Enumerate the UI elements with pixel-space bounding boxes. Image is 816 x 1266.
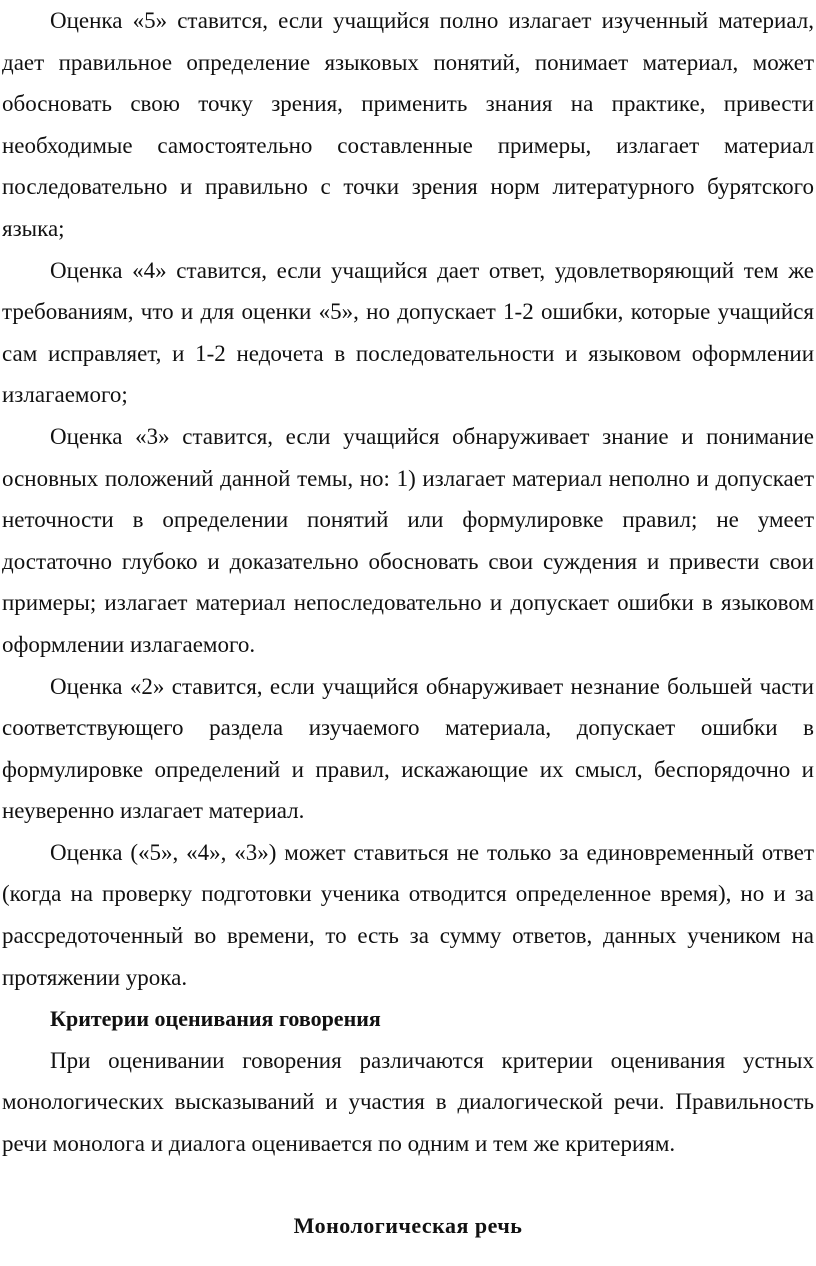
paragraph-grade-note: Оценка («5», «4», «3») может ставиться не только за единовременный ответ (когда на проверку подготовки ученика отводится определенное время), но и за рассредоточенный во времени, то есть за сумму ответов, данных учеником на протяжении урока.: [2, 839, 814, 990]
document-body: [2, 0, 814, 1246]
paragraph-grade-5: Оценка «5» ставится, если учащийся полно излагает изученный материал, дает правильное определение языковых понятий, понимает материал, может обосновать свою точку зрения, применить знания на практике, привести необходимые самостоятельно составленные примеры, излагает материал последовательно и правильно с точки зрения норм литературного бурятского языка;: [2, 8, 814, 241]
section-spacer: [2, 1165, 814, 1205]
speaking-criteria-paragraph: При оценивании говорения различаются критерии оценивания устных монологических высказываний и участия в диалогической речи. Правильность речи монолога и диалога оценивается по одним и тем же критериям.: [2, 1047, 814, 1157]
speaking-criteria-heading: Критерии оценивания говорения: [50, 1006, 381, 1032]
monologue-heading: Монологическая речь: [293, 1212, 523, 1238]
paragraph-grade-2: Оценка «2» ставится, если учащийся обнаруживает незнание большей части соответствующего раздела изучаемого материала, допускает ошибки в формулировке определений и правил, искажающие их смысл, беспорядочно и неуверенно излагает материал.: [2, 673, 814, 824]
paragraph-grade-4: Оценка «4» ставится, если учащийся дает ответ, удовлетворяющий тем же требованиям, что и для оценки «5», но допускает 1-2 ошибки, которые учащийся сам исправляет, и 1-2 недочета в последовательности и языковом оформлении излагаемого;: [2, 257, 814, 408]
paragraph-grade-3: Оценка «3» ставится, если учащийся обнаруживает знание и понимание основных положений данной темы, но: 1) излагает материал неполно и допускает неточности в определении понятий или формулировке правил; не умеет достаточно глубоко и доказательно обосновать свои суждения и привести свои примеры; излагает материал непоследовательно и допускает ошибки в языковом оформлении излагаемого.: [2, 423, 814, 657]
